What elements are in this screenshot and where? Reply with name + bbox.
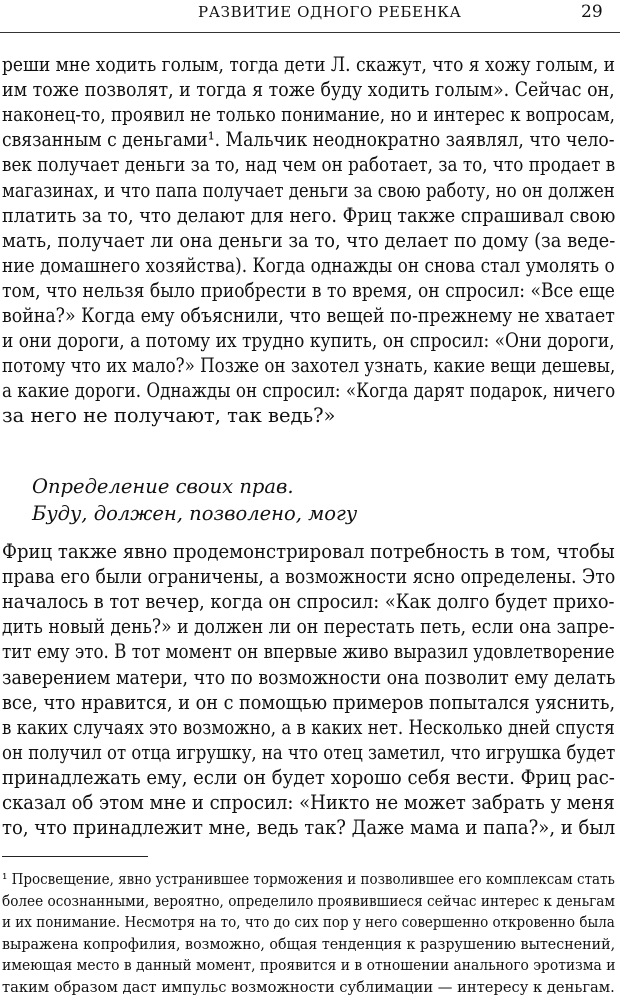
text-line: связанным с деньгами¹. Мальчик неоднократно заявлял, что чело- xyxy=(2,128,615,152)
subheading-line: Буду, должен, позволено, могу xyxy=(32,502,358,525)
footnote-rule xyxy=(2,856,148,857)
text-line: наконец-то, проявил не только понимание, но и интерес к вопросам, xyxy=(2,103,615,127)
text-line: и они дороги, а потому их трудно купить, он спросил: «Они дороги, xyxy=(2,329,615,353)
text-line: в каких случаях это возможно, а в каких нет. Несколько дней спустя xyxy=(2,715,615,739)
text-line: то, что принадлежит мне, ведь так? Даже мама и папа?», и был xyxy=(2,816,616,840)
text-line: платить за то, что делают для него. Фриц также спрашивал свою xyxy=(2,203,616,227)
text-line: век получает деньги за то, над чем он работает, за то, что продает в xyxy=(2,153,616,177)
text-line: он получил от отца игрушку, на что отец заметил, что игрушка будет xyxy=(2,740,616,764)
footnote-line: и их понимание. Несмотря на то, что до сих пор у него совершенно откровенно была xyxy=(2,913,615,931)
text-line: все, что нравится, и он с помощью примеров попытался уяснить, xyxy=(2,690,616,714)
footnote-line: таким образом даст импульс возможности сублимации — интересу к деньгам. xyxy=(2,977,615,996)
header-rule xyxy=(0,32,620,33)
subheading-line: Определение своих прав. xyxy=(32,475,294,498)
text-line: заверением матери, что по возможности она позволит ему делать xyxy=(2,665,616,689)
text-line: тит ему это. В тот момент он впервые живо выразил удовлетворение xyxy=(2,640,615,664)
text-line: мать, получает ли она деньги за то, что делает по дому (за веде- xyxy=(2,228,616,252)
text-line: сказал об этом мне и спросил: «Никто не может забрать у меня xyxy=(2,791,615,814)
footnote-line: выражена копрофилия, возможно, общая тенденция к разрушению вытеснений, xyxy=(2,934,616,953)
footnote-line: ¹ Просвещение, явно устранившее торможения и позволившее его комплексам стать xyxy=(2,870,615,888)
text-line: магазинах, и что папа получает деньги за свою работу, но он должен xyxy=(2,178,615,202)
text-line: принадлежать ему, если он будет хорошо себя вести. Фриц рас- xyxy=(2,765,615,789)
text-line: а какие дороги. Однажды он спросил: «Когда дарят подарок, ничего xyxy=(2,379,616,403)
footnote-line: более осознанными, вероятно, определило проявившиеся сейчас интерес к деньгам xyxy=(2,891,615,910)
text-line: потому что их мало?» Позже он захотел узнать, какие вещи дешевы, xyxy=(2,354,616,378)
text-line: Фриц также явно продемонстрировал потребность в том, чтобы xyxy=(2,540,615,563)
text-line: реши мне ходить голым, тогда дети Л. скажут, что я хожу голым, и xyxy=(2,53,616,76)
footnote-line: имеющая место в данный момент, проявится и в отношении анального эротизма и xyxy=(2,956,616,974)
page-number: 29 xyxy=(581,2,603,22)
text-line: дить новый день?» и должен ли он перестать петь, если она запре- xyxy=(2,615,615,639)
text-line: права его были ограничены, а возможности ясно определены. Это xyxy=(2,565,616,589)
text-line: началось в тот вечер, когда он спросил: «Как долго будет прихо- xyxy=(2,590,615,614)
text-line: ние домашнего хозяйства). Когда однажды он снова стал умолять о xyxy=(2,253,615,277)
text-line: том, что нельзя было приобрести в то время, он спросил: «Все еще xyxy=(2,278,615,302)
running-head: РАЗВИТИЕ ОДНОГО РЕБЕНКА xyxy=(198,3,462,21)
text-line: им тоже позволят, и тогда я тоже буду ходить голым». Сейчас он, xyxy=(2,78,615,102)
text-line: за него не получают, так ведь?» xyxy=(2,404,336,428)
text-line: война?» Когда ему объяснили, что вещей по-прежнему не хватает xyxy=(2,304,615,327)
